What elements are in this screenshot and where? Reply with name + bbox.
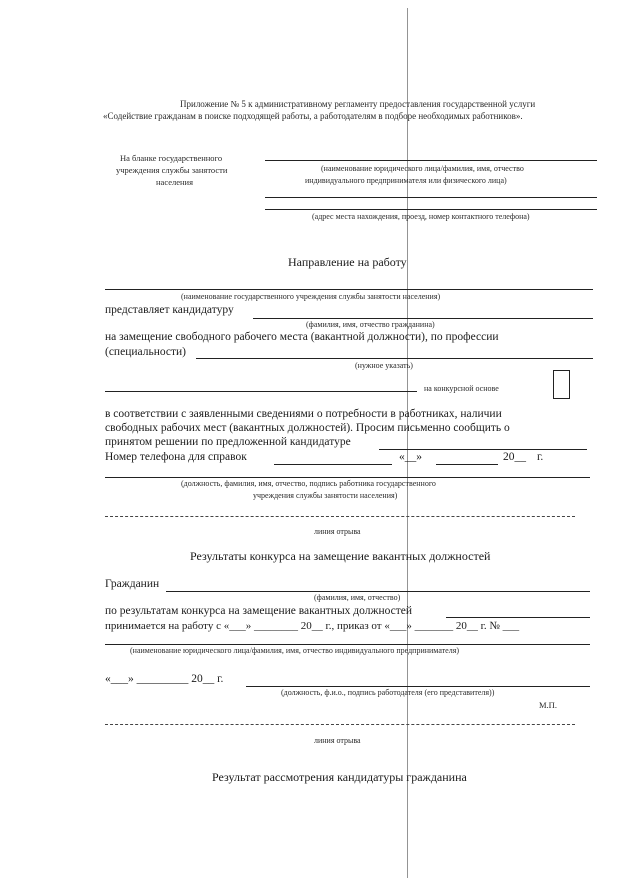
tear-line-2 [105, 724, 575, 725]
citizen-fio-caption: (фамилия, имя, отчество) [314, 593, 401, 602]
tear-line-label-2: линия отрыва [314, 736, 361, 745]
candidate-fio-caption: (фамилия, имя, отчество гражданина) [306, 320, 435, 329]
employer-name-caption-2: индивидуального предпринимателя или физического лица) [305, 176, 507, 185]
para-line-2: свободных рабочих мест (вакантных должностей). Просим письменно сообщить о [105, 422, 510, 434]
employer-name-line [265, 160, 597, 161]
para-line-1: в соответствии с заявленными сведениями о потребности в работниках, наличии [105, 408, 502, 420]
header-line-2: «Содействие гражданам в поиске подходящей работы, а работодателям в подборе необходимых работников». [103, 111, 523, 121]
competitive-checkbox[interactable] [553, 370, 570, 399]
specialty-line [196, 358, 593, 359]
hired-line: принимается на работу с «___» ________ 20__ г., приказ от «___» _______ 20__ г. № ___ [105, 620, 520, 632]
needed-caption: (нужное указать) [355, 361, 413, 370]
by-results-label: по результатам конкурса на замещение вакантных должностей [105, 605, 413, 617]
employer-extra-line-1 [265, 197, 597, 198]
result-title: Результат рассмотрения кандидатуры гражданина [212, 770, 467, 784]
phone-line [274, 464, 392, 465]
represents-label: представляет кандидатуру [105, 304, 234, 316]
employer-name-caption-1: (наименование юридического лица/фамилия, имя, отчество [321, 164, 524, 173]
candidate-line [253, 318, 593, 319]
blank-line-2: учреждения службы занятости [116, 165, 228, 175]
phone-label: Номер телефона для справок [105, 451, 247, 463]
phone-date-year-suffix: г. [537, 451, 544, 463]
stamp-label: М.П. [539, 700, 557, 710]
employer-address-line [265, 209, 597, 210]
competitive-label: на конкурсной основе [424, 384, 499, 393]
result-date: «___» _________ 20__ г. [105, 673, 224, 685]
signer-caption-2: учреждения службы занятости населения) [253, 491, 398, 500]
phone-date-month-line [436, 464, 498, 465]
agency-line [105, 289, 593, 290]
signer-caption-1: (должность, фамилия, имя, отчество, подпись работника государственного [181, 479, 436, 488]
employer-result-caption: (наименование юридического лица/фамилия, имя, отчество индивидуального предпринимателя) [130, 646, 460, 655]
header-line-1: Приложение № 5 к административному регламенту предоставления государственной услуги [180, 99, 536, 109]
referral-title: Направление на работу [288, 255, 407, 269]
citizen-label: Гражданин [105, 578, 160, 590]
phone-date-day: «__» [399, 451, 422, 463]
specialty-label: (специальности) [105, 346, 186, 358]
competitive-line [105, 391, 417, 392]
by-results-line [446, 617, 590, 618]
employer-result-line [105, 644, 590, 645]
signer-line [105, 477, 590, 478]
fold-line [407, 8, 408, 878]
competition-title: Результаты конкурса на замещение вакантных должностей [190, 549, 491, 563]
decision-line [379, 449, 587, 450]
tear-line-label-1: линия отрыва [314, 527, 361, 536]
employer-sign-line [246, 686, 590, 687]
citizen-line [166, 591, 590, 592]
employer-sign-caption: (должность, ф.и.о., подпись работодателя (его представителя)) [281, 688, 495, 697]
phone-date-year: 20__ [503, 451, 526, 463]
blank-line-1: На бланке государственного [120, 153, 223, 163]
blank-line-3: населения [156, 177, 193, 187]
vacancy-line: на замещение свободного рабочего места (вакантной должности), по профессии [105, 331, 499, 343]
para-line-3: принятом решении по предложенной кандидатуре [105, 436, 351, 448]
tear-line-1 [105, 516, 575, 517]
employer-address-caption: (адрес места нахождения, проезд, номер контактного телефона) [312, 212, 530, 221]
agency-caption: (наименование государственного учреждения службы занятости населения) [181, 292, 441, 301]
